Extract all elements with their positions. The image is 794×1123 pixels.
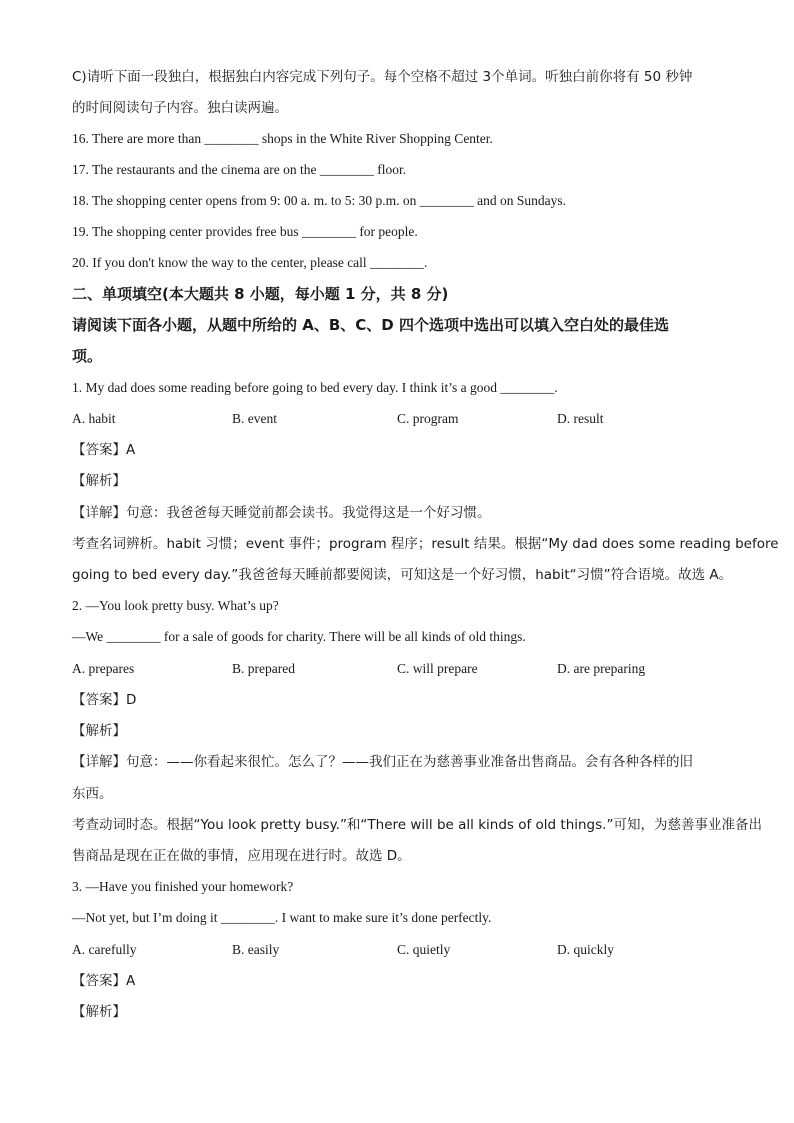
answer-label: 【答案】A	[72, 442, 136, 458]
question-stem: 1. My dad does some reading before going to bed every day. I think it’s a good ________.	[72, 380, 558, 395]
section-instruction: 请阅读下面各小题，从题中所给的 A、B、C、D 四个选项中选出可以填入空白处的最佳选	[72, 316, 669, 334]
detail-text: 【详解】句意：我爸爸每天睡觉前都会读书。我觉得这是一个好习惯。	[72, 505, 491, 521]
option-b: B. prepared	[232, 661, 295, 676]
option-a: A. prepares	[72, 661, 135, 676]
option-c: C. quietly	[397, 942, 451, 957]
question-stem-cont: —We ________ for a sale of goods for charity. There will be all kinds of old things.	[72, 629, 526, 644]
section-heading: 二、单项填空(本大题共 8 小题，每小题 1 分，共 8 分)	[72, 285, 449, 303]
analysis-label: 【解析】	[72, 723, 126, 739]
option-c: C. program	[397, 411, 459, 426]
option-d: D. quickly	[557, 942, 614, 957]
detail-text: 【详解】句意：——你看起来很忙。怎么了？——我们正在为慈善事业准备出售商品。会有各种各样的旧	[72, 754, 693, 770]
answer-label: 【答案】A	[72, 973, 136, 989]
answer-label: 【答案】D	[72, 692, 137, 708]
option-d: D. result	[557, 411, 604, 426]
detail-text: 售商品是现在正在做的事情，应用现在进行时。故选 D。	[72, 848, 411, 864]
listening-item: 18. The shopping center opens from 9: 00 a. m. to 5: 30 p.m. on ________ and on Sundays.	[72, 193, 566, 208]
part-c-instructions: C)请听下面一段独白，根据独白内容完成下列句子。每个空格不超过 3个单词。听独白前你将有 50 秒钟	[72, 69, 693, 85]
listening-item: 16. There are more than ________ shops in the White River Shopping Center.	[72, 131, 493, 146]
listening-item: 19. The shopping center provides free bus ________ for people.	[72, 224, 418, 239]
analysis-label: 【解析】	[72, 473, 126, 489]
option-a: A. carefully	[72, 942, 137, 957]
option-c: C. will prepare	[397, 661, 478, 676]
question-stem-cont: —Not yet, but I’m doing it ________. I want to make sure it’s done perfectly.	[72, 910, 492, 925]
detail-text: 考查名词辨析。habit 习惯；event 事件；program 程序；result 结果。根据“My dad does some reading before	[72, 536, 779, 552]
listening-item: 17. The restaurants and the cinema are on the ________ floor.	[72, 162, 407, 177]
analysis-label: 【解析】	[72, 1004, 126, 1020]
listening-item: 20. If you don't know the way to the center, please call ________.	[72, 255, 428, 270]
detail-text: 东西。	[72, 786, 113, 802]
question-stem: 2. —You look pretty busy. What’s up?	[72, 598, 279, 613]
option-a: A. habit	[72, 411, 116, 426]
detail-text: 考查动词时态。根据“You look pretty busy.”和“There will be all kinds of old things.”可知，为慈善事业准备出	[72, 817, 762, 833]
detail-text: going to bed every day.”我爸爸每天睡前都要阅读，可知这是一个好习惯，habit“习惯”符合语境。故选 A。	[72, 567, 733, 583]
section-instruction-cont: 项。	[72, 347, 103, 365]
option-b: B. event	[232, 411, 277, 426]
question-stem: 3. —Have you finished your homework?	[72, 879, 294, 894]
option-d: D. are preparing	[557, 661, 646, 676]
option-b: B. easily	[232, 942, 280, 957]
part-c-instructions-cont: 的时间阅读句子内容。独白读两遍。	[72, 100, 288, 116]
